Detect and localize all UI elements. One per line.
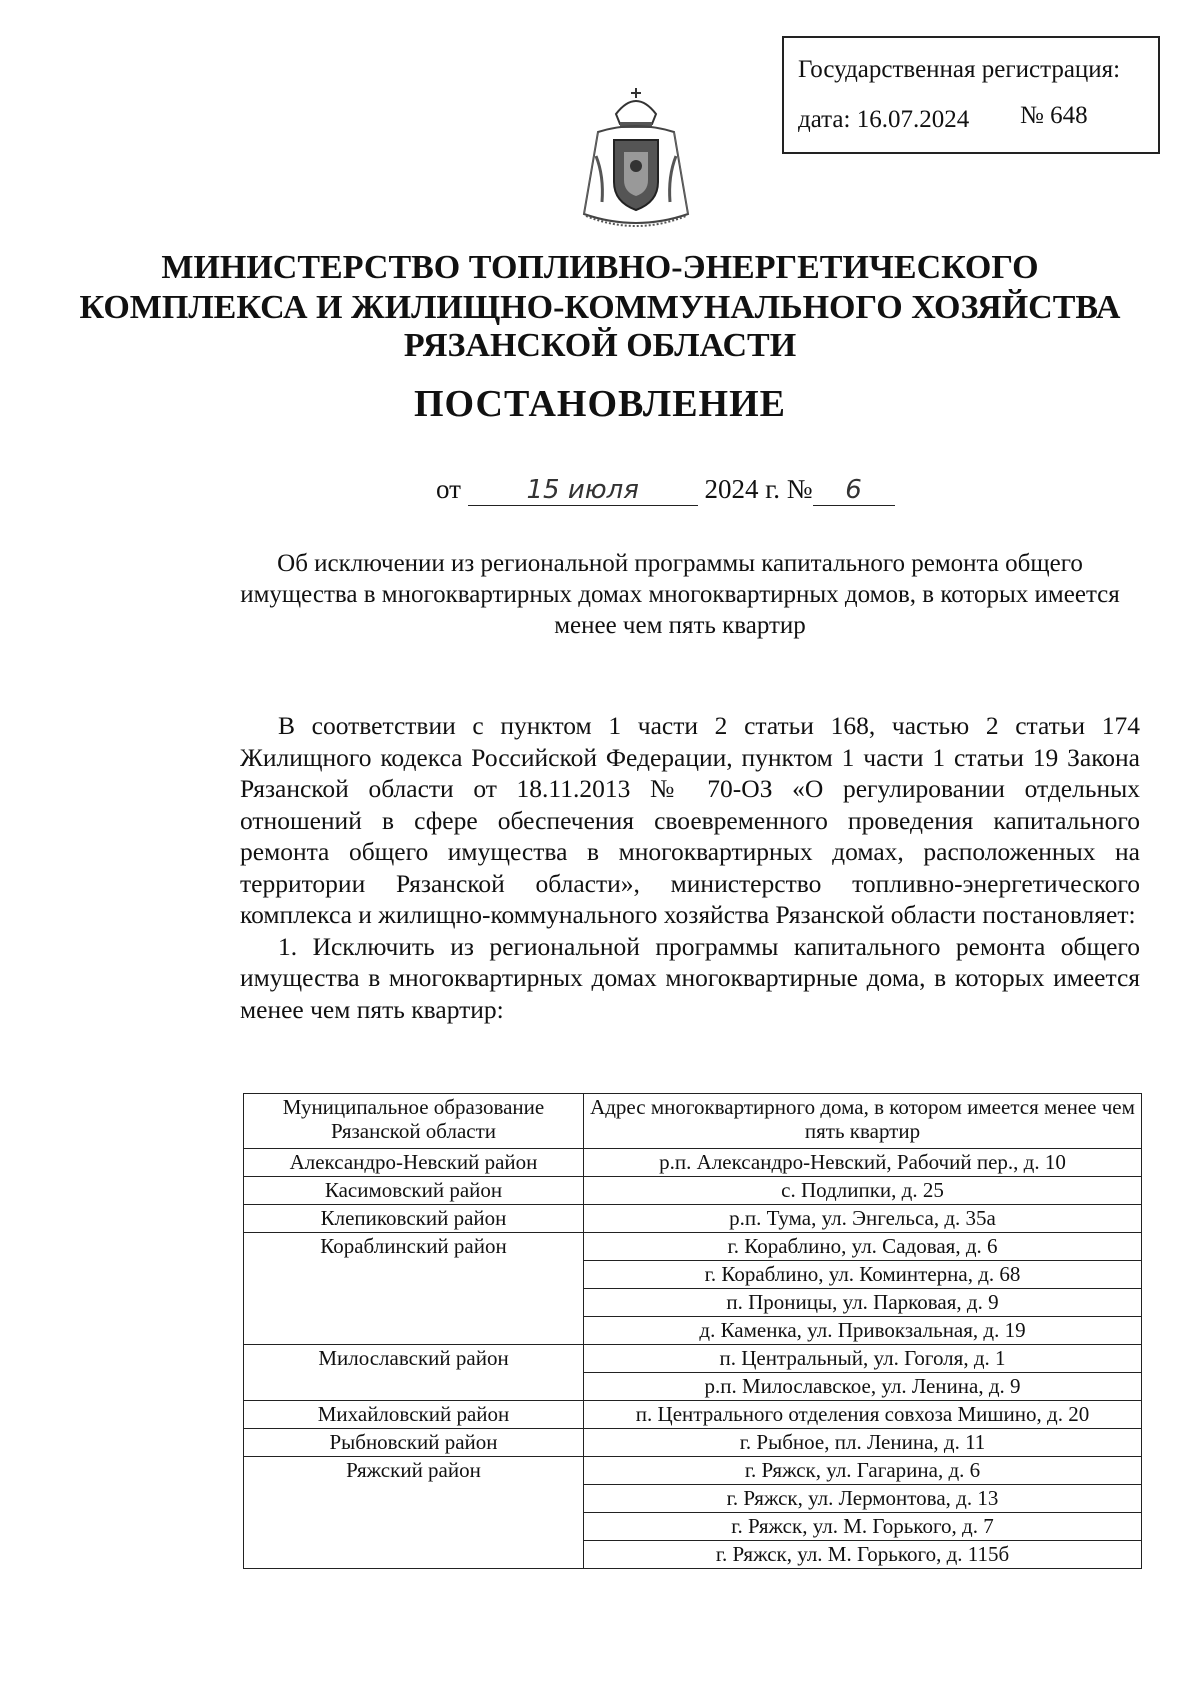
address-cell: п. Проницы, ул. Парковая, д. 9 (584, 1289, 1142, 1317)
coat-of-arms-icon (568, 86, 704, 236)
registration-stamp (782, 36, 1160, 154)
municipality-cell: Александро-Невский район (244, 1149, 584, 1177)
from-label: от (436, 474, 461, 504)
decree-title: ПОСТАНОВЛЕНИЕ (413, 383, 787, 425)
column-header: Муниципальное образование Рязанской области (244, 1094, 584, 1149)
body-paragraph: В соответствии с пунктом 1 части 2 статьи 168, частью 2 статьи 174 Жилищного кодекса Российской Федерации, пунктом 1 части 1 статьи 19 Закона Рязанской области от 18.11.2013 № 70-ОЗ «О регулировании отдельных отношений в сфере обеспечения своевременного проведения капитального ремонта общего имущества в многоквартирных домах, расположенных на территории Рязанской области», министерство топливно-энергетического комплекса и жилищно-коммунального хозяйства Рязанской области постановляет: (240, 711, 1140, 929)
table-row (244, 1177, 1142, 1205)
address-cell: г. Ряжск, ул. Лермонтова, д. 13 (584, 1485, 1142, 1513)
municipality-cell: Рыбновский район (244, 1429, 584, 1457)
table-row (244, 1429, 1142, 1457)
municipality-cell: Касимовский район (244, 1177, 584, 1205)
address-cell: г. Рыбное, пл. Ленина, д. 11 (584, 1429, 1142, 1457)
registration-number: № 648 (1020, 102, 1088, 129)
table-row (244, 1205, 1142, 1233)
column-header: Адрес многоквартирного дома, в котором имеется менее чем пять квартир (584, 1094, 1142, 1149)
address-cell: п. Центрального отделения совхоза Мишино, д. 20 (584, 1401, 1142, 1429)
body-paragraph: 1. Исключить из региональной программы капитального ремонта общего имущества в многоквартирных домах многоквартирные дома, в которых имеется менее чем пять квартир: (240, 931, 1140, 1024)
address-cell: г. Ряжск, ул. М. Горького, д. 7 (584, 1513, 1142, 1541)
address-cell: г. Ряжск, ул. Гагарина, д. 6 (584, 1457, 1142, 1485)
municipality-cell: Милославский район (244, 1345, 584, 1401)
registration-date: дата: 16.07.2024 (798, 106, 970, 133)
municipality-cell: Ряжский район (244, 1457, 584, 1569)
municipality-cell: Клепиковский район (244, 1205, 584, 1233)
address-cell: г. Кораблино, ул. Садовая, д. 6 (584, 1233, 1142, 1261)
municipality-cell: Михайловский район (244, 1401, 584, 1429)
table-row (244, 1457, 1142, 1485)
address-cell: р.п. Тума, ул. Энгельса, д. 35а (584, 1205, 1142, 1233)
address-cell: д. Каменка, ул. Привокзальная, д. 19 (584, 1317, 1142, 1345)
ministry-name-line-3: РЯЗАНСКОЙ ОБЛАСТИ (403, 327, 797, 364)
address-cell: р.п. Милославское, ул. Ленина, д. 9 (584, 1373, 1142, 1401)
handwritten-number: 6 (813, 475, 895, 506)
handwritten-date: 15 июля (468, 475, 698, 506)
decree-date-line (436, 474, 895, 506)
address-cell: п. Центральный, ул. Гоголя, д. 1 (584, 1345, 1142, 1373)
decree-year: 2024 г. № (704, 474, 813, 504)
decree-body (240, 710, 1140, 1025)
address-cell: г. Ряжск, ул. М. Горького, д. 115б (584, 1541, 1142, 1569)
table-header-row (244, 1094, 1142, 1149)
municipality-cell: Кораблинский район (244, 1233, 584, 1345)
decree-subject: Об исключении из региональной программы капитального ремонта общего имущества в многоквартирных домах многоквартирных домов, в которых имеется менее чем пять квартир (240, 550, 1120, 639)
table-row (244, 1233, 1142, 1261)
table-row (244, 1149, 1142, 1177)
address-cell: г. Кораблино, ул. Коминтерна, д. 68 (584, 1261, 1142, 1289)
addresses-table (243, 1093, 1142, 1569)
table-row (244, 1401, 1142, 1429)
address-cell: р.п. Александро-Невский, Рабочий пер., д. 10 (584, 1149, 1142, 1177)
table-row (244, 1345, 1142, 1373)
ministry-name-line-1: МИНИСТЕРСТВО ТОПЛИВНО-ЭНЕРГЕТИЧЕСКОГО (161, 249, 1039, 286)
ministry-name-line-2: КОМПЛЕКСА И ЖИЛИЩНО-КОММУНАЛЬНОГО ХОЗЯЙСТВА (79, 289, 1121, 326)
registration-title: Государственная регистрация: (798, 56, 1121, 83)
address-cell: с. Подлипки, д. 25 (584, 1177, 1142, 1205)
